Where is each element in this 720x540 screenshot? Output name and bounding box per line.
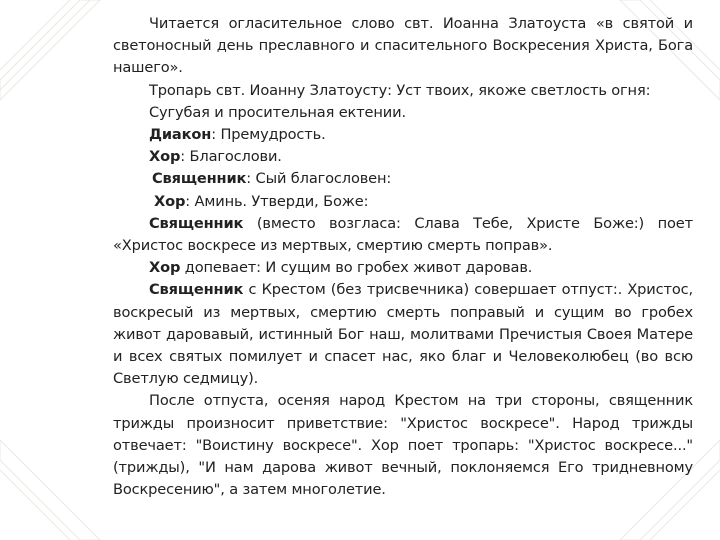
p4-speaker: Диакон: [149, 126, 212, 144]
paragraph-4: [113, 124, 693, 146]
p9-speaker: Хор: [149, 259, 181, 277]
paragraph-1: [113, 13, 693, 80]
p10-text: с Крестом (без трисвечника) совершает отпуст:. Христос, воскресый из мертвых, смертию смерть поправый и сущим во гробех живот даровавый, истинный Бог наш, молитвами Пречистыя Своея Матере и всех святых помилует и спасет нас, яко благ и Человеколюбец (во всю Светлую седмицу).: [113, 281, 693, 388]
p8-speaker: Священник: [149, 214, 244, 232]
paragraph-7: [113, 191, 693, 213]
paragraph-5: [113, 146, 693, 168]
paragraph-8: [113, 213, 693, 257]
p7-speaker: Хор: [154, 192, 186, 210]
p6-speaker: Священник: [152, 170, 247, 188]
p1-text: Читается огласительное слово свт. Иоанна Златоуста «в святой и светоносный день преславного и спасительного Воскресения Христа, Бога нашего».: [113, 15, 693, 77]
p5-speaker: Хор: [149, 148, 181, 166]
p7-text: : Аминь. Утверди, Боже:: [185, 192, 369, 210]
p11-text: После отпуста, осеняя народ Крестом на три стороны, священник трижды произносит приветствие: "Христос воскресе". Народ трижды отвечает: "Воистину воскресе". Хор поет тропарь: "Христос воскресе..." (трижды), "И нам дарова живот вечный, поклоняемся Его тридневному Воскресению", а затем многолетие.: [113, 392, 693, 499]
liturgical-text: [113, 13, 693, 501]
p8-text: (вместо возгласа: Слава Тебе, Христе Боже:) поет «Христос воскресе из мертвых, смертию смерть поправ».: [113, 214, 693, 255]
paragraph-2: [113, 80, 693, 102]
p4-text: : Премудрость.: [211, 126, 326, 144]
p10-speaker: Священник: [149, 281, 244, 299]
p6-text: : Сый благословен:: [246, 170, 392, 188]
p3-text: Сугубая и просительная ектении.: [149, 103, 406, 121]
paragraph-6: [113, 168, 693, 190]
p2-text: Тропарь свт. Иоанну Златоусту: Уст твоих, якоже светлость огня:: [149, 81, 651, 99]
paragraph-10: [113, 279, 693, 390]
paragraph-9: [113, 257, 693, 279]
p5-text: : Благослови.: [180, 148, 282, 166]
paragraph-3: [113, 102, 693, 124]
p9-text: допевает: И сущим во гробех живот даровав.: [180, 259, 533, 277]
paragraph-11: [113, 390, 693, 501]
